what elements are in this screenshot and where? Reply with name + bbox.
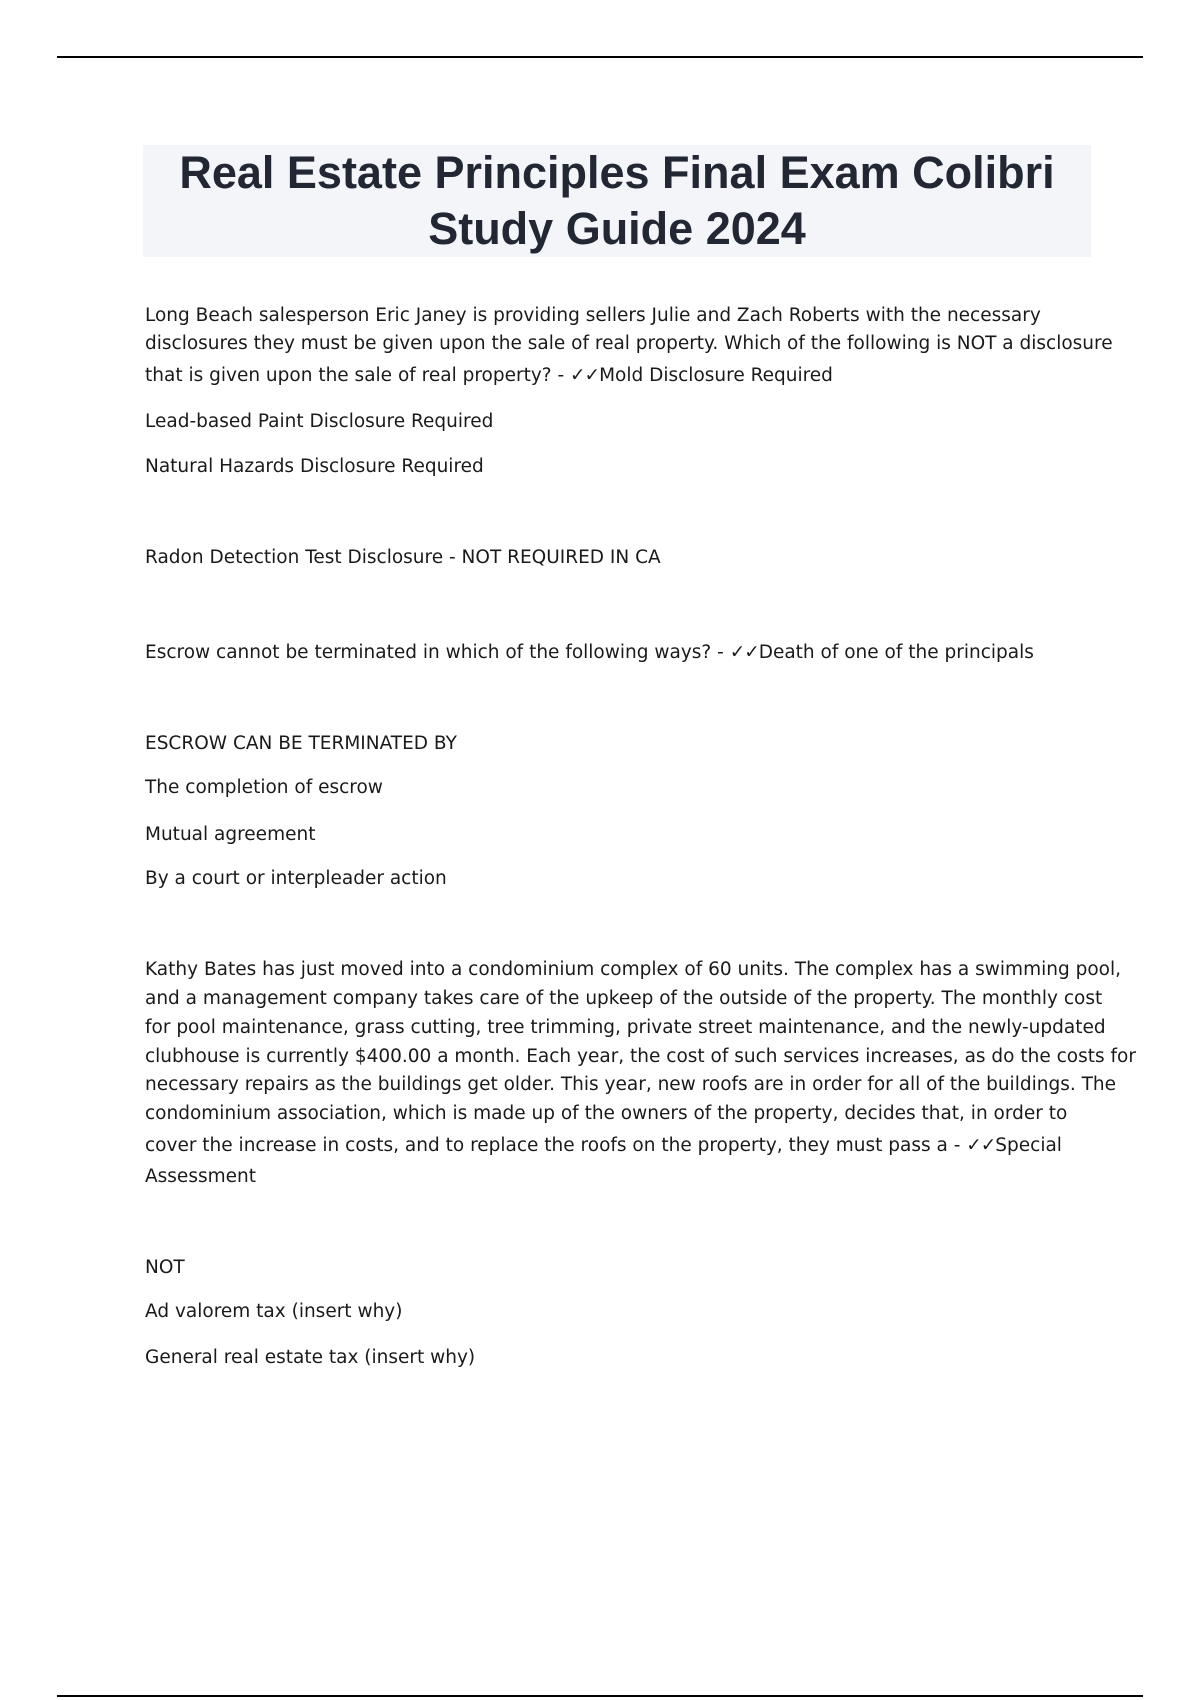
q1-answer: Mold Disclosure Required <box>599 365 833 386</box>
q1-question-line-2: disclosures they must be given upon the sale of real property. Which of the following is NOT a disclosure <box>145 333 1113 354</box>
q2-note-4: By a court or interpleader action <box>145 868 447 889</box>
q1-question-line-1: Long Beach salesperson Eric Janey is providing sellers Julie and Zach Roberts with the necessary <box>145 305 1041 326</box>
checkmark-icon: ✓✓ <box>729 642 759 663</box>
q1-question-text: that is given upon the sale of real property? - <box>145 365 571 386</box>
q2-note-2: The completion of escrow <box>145 777 383 798</box>
q3-question-text: cover the increase in costs, and to replace the roofs on the property, they must pass a - <box>145 1135 967 1156</box>
q1-note-2: Natural Hazards Disclosure Required <box>145 456 484 477</box>
top-rule <box>57 56 1143 58</box>
q3-answer-part-1: Special <box>995 1135 1062 1156</box>
title-line-2: Study Guide 2024 <box>428 203 806 254</box>
q1-note-3: Radon Detection Test Disclosure - NOT REQUIRED IN CA <box>145 547 661 568</box>
q3-line-5: necessary repairs as the buildings get older. This year, new roofs are in order for all of the buildings. The <box>145 1074 1116 1095</box>
q2-note-3: Mutual agreement <box>145 824 316 845</box>
q2-note-1: ESCROW CAN BE TERMINATED BY <box>145 733 457 754</box>
q3-answer-part-2: Assessment <box>145 1166 256 1187</box>
q3-note-1: NOT <box>145 1257 185 1278</box>
q3-line-2: and a management company takes care of the upkeep of the outside of the property. The monthly cost <box>145 988 1103 1009</box>
q2-answer: Death of one of the principals <box>758 642 1034 663</box>
q3-line-7 <box>145 1132 1062 1160</box>
document-title <box>143 145 1091 257</box>
q3-note-2: Ad valorem tax (insert why) <box>145 1301 403 1322</box>
q3-line-4: clubhouse is currently $400.00 a month. Each year, the cost of such services increases, as do the costs for <box>145 1046 1136 1067</box>
bottom-rule <box>57 1695 1143 1697</box>
q1-question-line-3 <box>145 362 833 390</box>
q3-line-1: Kathy Bates has just moved into a condominium complex of 60 units. The complex has a swimming pool, <box>145 959 1121 980</box>
q3-line-3: for pool maintenance, grass cutting, tree trimming, private street maintenance, and the newly-updated <box>145 1017 1106 1038</box>
q2-question-text: Escrow cannot be terminated in which of the following ways? - <box>145 642 730 663</box>
q3-line-6: condominium association, which is made up of the owners of the property, decides that, in order to <box>145 1103 1068 1124</box>
checkmark-icon: ✓✓ <box>570 365 600 386</box>
title-line-1: Real Estate Principles Final Exam Colibri <box>179 147 1055 198</box>
q3-note-3: General real estate tax (insert why) <box>145 1347 476 1368</box>
checkmark-icon: ✓✓ <box>966 1135 996 1156</box>
q2-question-line <box>145 639 1034 667</box>
q1-note-1: Lead-based Paint Disclosure Required <box>145 411 494 432</box>
